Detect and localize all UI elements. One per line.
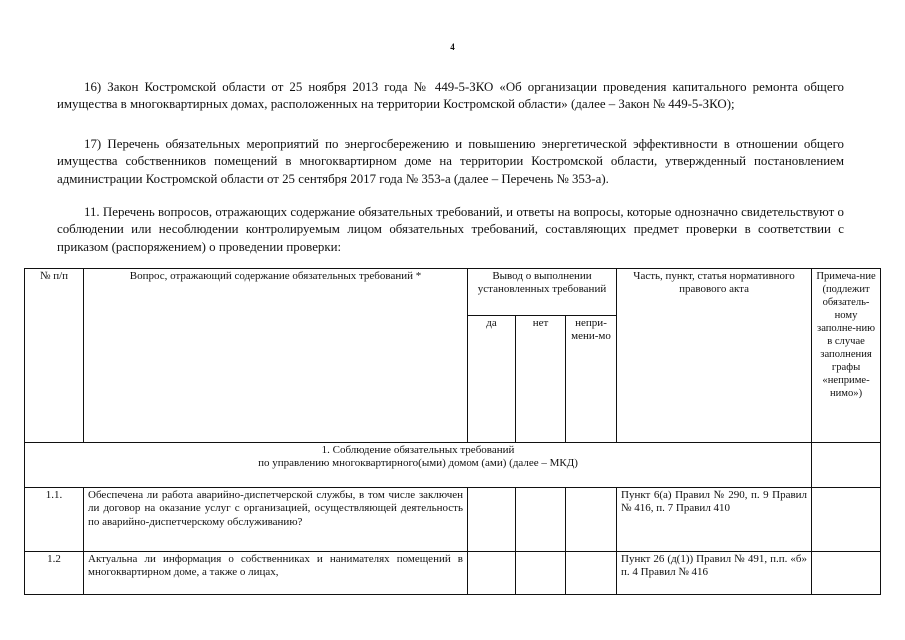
header-not-applicable: непри-мени-мо (566, 316, 617, 443)
header-conclusion: Вывод о выполнении установленных требований (468, 269, 617, 316)
checklist-table (24, 268, 881, 595)
header-yes: да (468, 316, 516, 443)
row-question: Актуальна ли информация о собственниках и нанимателях помещений в многоквартирном доме, а также о лицах, (84, 552, 468, 595)
row-note-cell (812, 552, 881, 595)
paragraph-16-law: 16) Закон Костромской области от 25 ноября 2013 года № 449-5-ЗКО «Об организации проведения капитального ремонта общего имущества в многоквартирных домах, расположенных на территории Костромской области» (далее – Закон № 449-5-ЗКО); (57, 80, 844, 112)
header-article: Часть, пункт, статья нормативного правового акта (617, 269, 812, 443)
row-num: 1.2 (25, 552, 84, 595)
row-na-cell (566, 552, 617, 595)
section-title-cell (25, 443, 812, 488)
row-na-cell (566, 488, 617, 552)
row-no-cell (516, 488, 566, 552)
row-no-cell (516, 552, 566, 595)
paragraph-17-list: 17) Перечень обязательных мероприятий по энергосбережению и повышению энергетической эффективности в отношении общего имущества собственников помещений в многоквартирном доме на территории Костромской области, утвержденный постановлением администрации Костромской области от 25 сентября 2017 года № 353-а (далее – Перечень № 353-а). (57, 137, 844, 186)
row-article: Пункт 6(а) Правил № 290, п. 9 Правил № 416, п. 7 Правил 410 (617, 488, 812, 552)
table-row (25, 552, 881, 595)
section-title: 1. Соблюдение обязательных требований (321, 444, 515, 456)
row-question: Обеспечена ли работа аварийно-диспетчерской службы, в том числе заключен ли договор на оказание услуг с организацией, осуществляющей деятельность по аварийно-диспетчерскому обслуживанию? (84, 488, 468, 552)
section-note-cell (812, 443, 881, 488)
section-subtitle: по управлению многоквартирного(ыми) домом (ами) (далее – МКД) (258, 457, 578, 470)
header-question: Вопрос, отражающий содержание обязательных требований * (84, 269, 468, 443)
header-num: № п/п (25, 269, 84, 443)
header-note: Примеча-ние (подлежит обязатель-ному заполне-нию в случае заполнения графы «неприме-нимо») (812, 269, 881, 443)
paragraph-11-questions: 11. Перечень вопросов, отражающих содержание обязательных требований, и ответы на вопросы, которые однозначно свидетельствуют о соблюдении или несоблюдении контролируемым лицом обязательных требований, составляющих предмет проверки в соответствии с приказом (распоряжением) о проведении проверки: (57, 205, 844, 254)
row-yes-cell (468, 488, 516, 552)
row-note-cell (812, 488, 881, 552)
row-article: Пункт 26 (д(1)) Правил № 491, п.п. «б» п. 4 Правил № 416 (617, 552, 812, 595)
header-no: нет (516, 316, 566, 443)
table-row (25, 488, 881, 552)
page-number: 4 (450, 42, 455, 52)
row-yes-cell (468, 552, 516, 595)
row-num: 1.1. (25, 488, 84, 552)
